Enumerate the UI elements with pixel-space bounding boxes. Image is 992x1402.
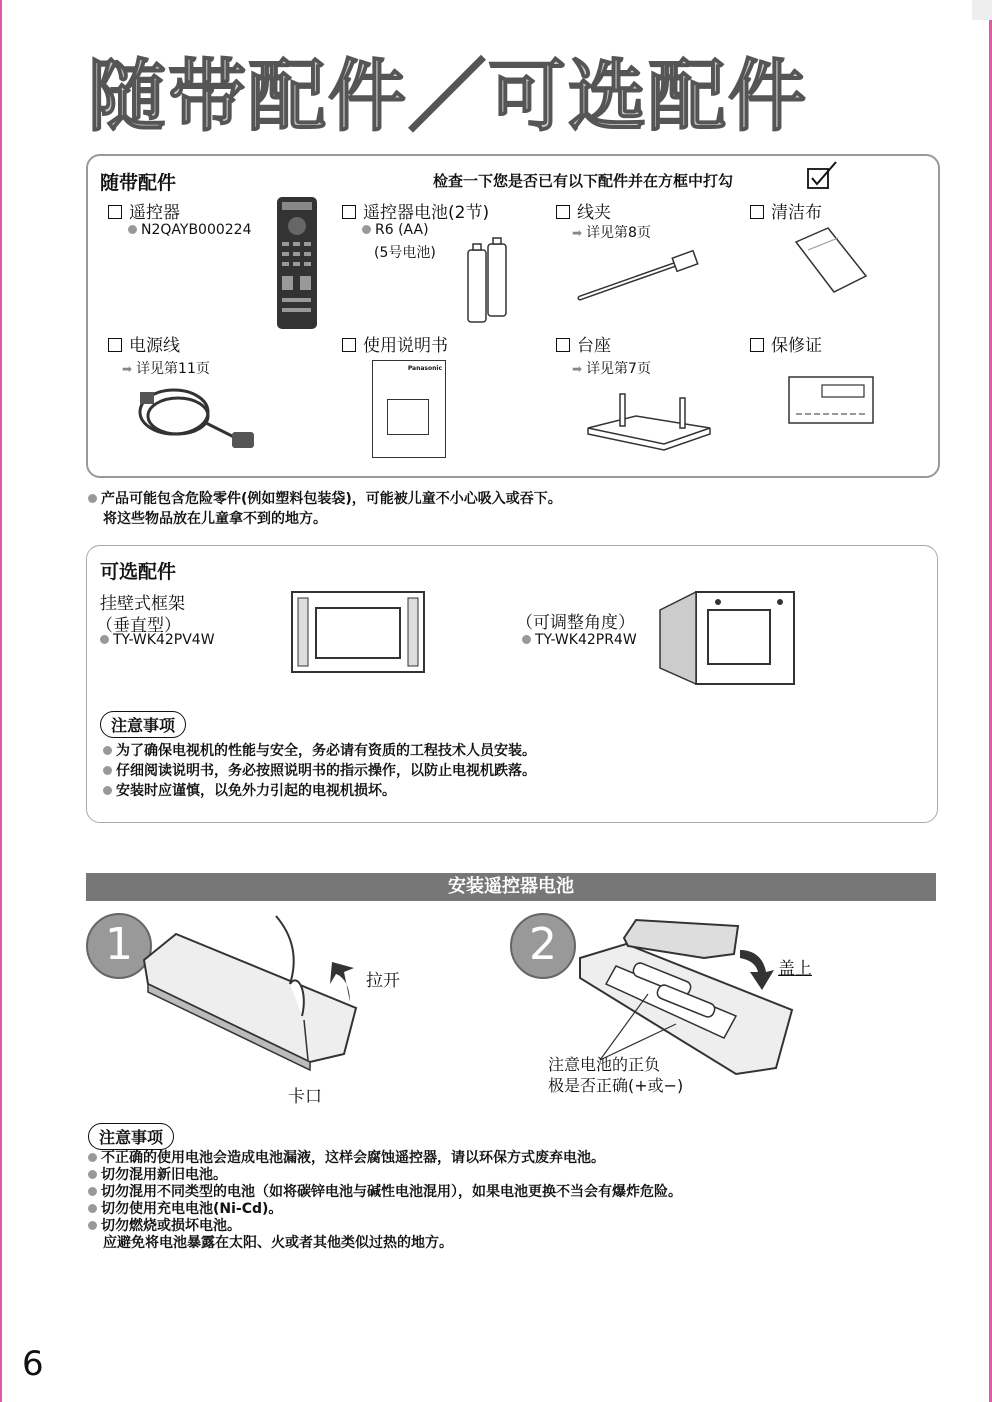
item-warranty-label: 保修证 bbox=[771, 336, 822, 356]
item-remote-label: 遥控器 bbox=[129, 203, 180, 223]
optional-caution-badge: 注意事项 bbox=[100, 711, 186, 738]
manual-brand: Panasonic bbox=[407, 365, 442, 372]
cable-tie-ref-text: 详见第8页 bbox=[586, 225, 651, 241]
arrow-right-icon: ➡ bbox=[122, 362, 133, 376]
checkbox-manual[interactable] bbox=[342, 338, 356, 352]
optional-caution-2: 仔细阅读说明书，务必按照说明书的指示操作，以防止电视机跌落。 bbox=[103, 760, 536, 780]
page-title: 随带配件／可选配件 bbox=[88, 52, 809, 142]
optional-caution-3: 安装时应谨慎，以免外力引起的电视机损坏。 bbox=[103, 780, 396, 800]
battery-section-heading: 安装遥控器电池 bbox=[86, 873, 936, 901]
item-batteries-label: 遥控器电池(2节) bbox=[363, 203, 490, 223]
page-corner bbox=[972, 0, 992, 20]
checkbox-remote[interactable] bbox=[108, 205, 122, 219]
latch-label: 卡口 bbox=[288, 1087, 322, 1107]
optional-heading: 可选配件 bbox=[100, 561, 177, 583]
item-stand[interactable] bbox=[556, 331, 611, 356]
battery-note-4: 切勿使用充电电池(Ni-Cd)。 bbox=[88, 1201, 282, 1218]
checkbox-power-cord[interactable] bbox=[108, 338, 122, 352]
remote-control-icon bbox=[276, 196, 318, 330]
vertical-bracket-icon bbox=[290, 590, 426, 674]
remote-open-cover-icon bbox=[140, 912, 360, 1072]
step-1-badge: 1 bbox=[86, 913, 152, 979]
checkbox-warranty[interactable] bbox=[750, 338, 764, 352]
stand-ref bbox=[572, 358, 651, 378]
checkbox-stand[interactable] bbox=[556, 338, 570, 352]
batteries-icon bbox=[466, 236, 510, 328]
checkbox-cable-tie[interactable] bbox=[556, 205, 570, 219]
power-cord-icon bbox=[134, 382, 258, 454]
item-remote[interactable] bbox=[108, 198, 180, 223]
item-power-cord-label: 电源线 bbox=[129, 336, 180, 356]
stand-ref-text: 详见第7页 bbox=[586, 361, 651, 377]
battery-note-extra: 应避免将电池暴露在太阳、火或者其他类似过热的地方。 bbox=[103, 1235, 453, 1251]
pull-label: 拉开 bbox=[366, 971, 400, 991]
item-power-cord[interactable] bbox=[108, 331, 180, 356]
checkbox-batteries[interactable] bbox=[342, 205, 356, 219]
polarity-label-line1: 注意电池的正负 bbox=[548, 1055, 661, 1074]
angle-model: TY-WK42PR4W bbox=[522, 632, 637, 648]
cable-tie-ref bbox=[572, 222, 651, 242]
optional-caution-1: 为了确保电视机的性能与安全，务必请有资质的工程技术人员安装。 bbox=[103, 740, 536, 760]
battery-size: (5号电池) bbox=[374, 245, 436, 261]
item-cleaning-cloth-label: 清洁布 bbox=[771, 203, 822, 223]
vertical-type-label: （垂直型） bbox=[96, 616, 181, 636]
polarity-label-line2: 极是否正确(+或−) bbox=[548, 1076, 684, 1095]
manual-icon bbox=[372, 360, 446, 458]
item-manual-label: 使用说明书 bbox=[363, 336, 448, 356]
item-cable-tie[interactable] bbox=[556, 198, 611, 223]
arrow-right-icon: ➡ bbox=[572, 362, 583, 376]
warranty-card-icon bbox=[788, 376, 874, 424]
item-manual[interactable] bbox=[342, 331, 448, 356]
battery-caution-badge: 注意事项 bbox=[88, 1123, 174, 1150]
step-2-badge: 2 bbox=[510, 913, 576, 979]
item-stand-label: 台座 bbox=[577, 336, 611, 356]
power-cord-ref-text: 详见第11页 bbox=[136, 361, 210, 377]
item-cable-tie-label: 线夹 bbox=[577, 203, 611, 223]
choking-warning-line2: 将这些物品放在儿童拿不到的地方。 bbox=[103, 511, 327, 527]
battery-type: R6 (AA) bbox=[362, 222, 429, 238]
vertical-model: TY-WK42PV4W bbox=[100, 632, 215, 648]
checkbox-tick-icon bbox=[806, 160, 840, 190]
power-cord-ref bbox=[122, 358, 210, 378]
page-border-left bbox=[0, 0, 2, 1402]
close-arrow-icon bbox=[738, 946, 778, 992]
arrow-right-icon: ➡ bbox=[572, 226, 583, 240]
check-instruction: 检查一下您是否已有以下配件并在方框中打勾 bbox=[433, 172, 734, 190]
battery-note-3: 切勿混用不同类型的电池（如将碳锌电池与碱性电池混用），如果电池更换不当会有爆炸危险。 bbox=[88, 1184, 682, 1201]
remote-model: N2QAYB000224 bbox=[128, 222, 252, 238]
bracket-label: 挂壁式框架 bbox=[100, 594, 185, 614]
supplied-heading: 随带配件 bbox=[100, 172, 177, 194]
checkbox-cleaning-cloth[interactable] bbox=[750, 205, 764, 219]
pull-arrow-icon bbox=[328, 960, 362, 1004]
angle-bracket-icon bbox=[656, 588, 798, 688]
choking-warning-line1: 产品可能包含危险零件(例如塑料包装袋)，可能被儿童不小心吸入或吞下。 bbox=[88, 488, 562, 508]
cable-tie-icon bbox=[578, 252, 702, 304]
page-number: 6 bbox=[22, 1344, 44, 1384]
battery-note-1: 不正确的使用电池会造成电池漏液，这样会腐蚀遥控器，请以环保方式废弃电池。 bbox=[88, 1150, 605, 1167]
tv-stand-icon bbox=[584, 392, 714, 452]
battery-note-2: 切勿混用新旧电池。 bbox=[88, 1167, 227, 1184]
battery-note-5: 切勿燃烧或损坏电池。 bbox=[88, 1218, 241, 1235]
manual-cover-box bbox=[387, 399, 429, 435]
close-label: 盖上 bbox=[778, 959, 812, 979]
cleaning-cloth-icon bbox=[794, 226, 868, 294]
item-warranty[interactable] bbox=[750, 331, 822, 356]
item-batteries[interactable] bbox=[342, 198, 489, 223]
angle-type-label: （可调整角度） bbox=[516, 613, 635, 633]
item-cleaning-cloth[interactable] bbox=[750, 198, 822, 223]
